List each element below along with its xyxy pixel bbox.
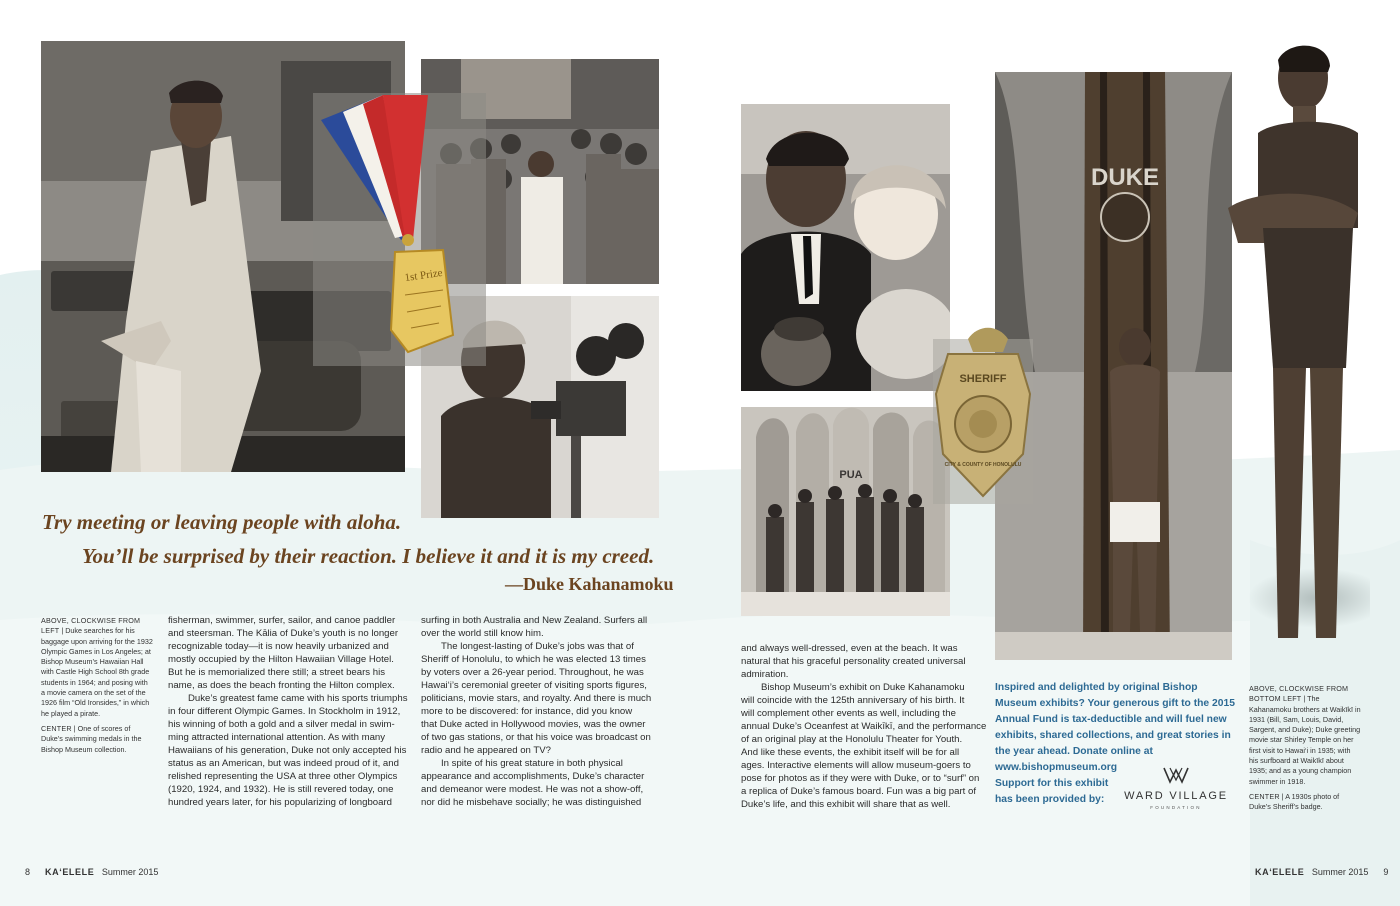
body-line: ming attracted international attention. As with many <box>168 732 386 743</box>
body-line: natural that his graceful personality created universal <box>741 656 966 667</box>
caption-text: | A 1930s photo of Duke’s Sheriff’s badge. <box>1249 791 1340 812</box>
caption-label: CENTER <box>1249 791 1280 801</box>
body-line: Duke’s greatest fame came with his sports triumphs <box>188 693 408 704</box>
body-line: But he is memorialized there still; a street bears his <box>168 667 386 678</box>
swimming-medal-image <box>313 90 513 370</box>
ward-village-logo <box>1124 766 1228 810</box>
right-photo-caption <box>1249 684 1361 818</box>
surfboard-duke-text: DUKE <box>1090 164 1160 191</box>
body-line: mostly occupied by the Hilton Hawaiian Village Hotel. <box>168 654 394 665</box>
board-pua-text: PUA <box>839 469 863 481</box>
badge-sheriff-text: SHERIFF <box>959 373 1007 385</box>
photo-kahanamoku-brothers <box>741 407 950 616</box>
body-line: name, as does the beach fronting the Hilton complex. <box>168 680 395 691</box>
caption-label: CENTER <box>41 723 72 733</box>
body-line: and steersman. The Kālia of Duke’s youth is no longer <box>168 628 399 639</box>
caption-text: | Duke searches for his baggage upon arriving for the 1932 Olympic Games in Los Angeles; at Bishop Museum’s Hawaiian Hall with Castle High School 8th grade students in 1964; and posing with a movie camera on the set of the 1926 film “Old Ironsides,” in which he played a pirate. <box>41 626 153 718</box>
body-line: in four different Olympic Games. In Stockholm in 1912, <box>168 706 401 717</box>
body-line: annual Duke’s Oceanfest at Waikīkī, and the performance <box>741 721 987 732</box>
body-line: radio and he appeared on TV? <box>421 745 551 756</box>
body-line: of an original play at the Honolulu Theater for Youth. <box>741 734 963 745</box>
sponsor-subtitle: FOUNDATION <box>1150 805 1202 810</box>
caption-label: ABOVE, CLOCKWISE FROM BOTTOM LEFT <box>1249 684 1349 704</box>
body-line: more to be discovered: for instance, did you know <box>421 706 633 717</box>
body-line: The longest-lasting of Duke’s jobs was that of <box>441 641 634 652</box>
body-line: his winning of both a gold and a silver medal in swim- <box>168 719 395 730</box>
body-line: Bishop Museum’s exhibit on Duke Kahanamoku <box>761 682 965 693</box>
body-line: ages. Interactive elements will allow museum-goers to <box>741 760 971 771</box>
ward-village-mark-icon <box>1163 766 1189 784</box>
body-line: (1920, 1924, and 1932). He is still revered today, one <box>168 784 394 795</box>
issue-name: Summer 2015 <box>1311 867 1369 877</box>
body-line: surfing in both Australia and New Zealand. Surfers all <box>421 615 648 626</box>
body-line: and demeanor were modest. He was not a show-off, <box>421 784 644 795</box>
body-line: Hawaiians of his generation, Duke not only accepted his <box>168 745 407 756</box>
page-number: 9 <box>1383 867 1389 877</box>
sheriff-badge-image <box>928 324 1038 509</box>
body-line: Hawai‘i’s ceremonial greeter of visiting sports figures, <box>421 680 647 691</box>
body-column-1 <box>168 614 408 809</box>
right-folio <box>1255 867 1388 877</box>
sponsor-credit-line: Support for this exhibit <box>995 778 1109 789</box>
quote-line-2: You’ll be surprised by their reaction. I believe it and it is my creed. <box>82 544 655 568</box>
body-column-2 <box>421 614 661 809</box>
body-line: Sheriff of Honolulu, to which he was elected 13 times <box>421 654 646 665</box>
body-column-3 <box>741 642 986 811</box>
magazine-name: KA‘ELELE <box>45 867 95 877</box>
donation-appeal: Inspired and delighted by original Bishop Museum exhibits? Your generous gift to the 2015 Annual Fund is tax-deductible and will fuel new exhibits, shared collections, and great stories in the year ahead. Donate online at www.bishopmuseum.org <box>995 682 1235 773</box>
body-line: And like these events, the exhibit itself will be for all <box>741 747 960 758</box>
caption-text: | The Kahanamoku brothers at Waikīkī in 1931 (Bill, Sam, Louis, David, Sargent, and Duke); Duke greeting movie star Shirley Temple on her first visit to Hawai‘i in 1935; with his surfboard at Waikīkī about 1935; and as a young champion swimmer in 1918. <box>1249 694 1361 786</box>
medal-engraving: 1st Prize <box>403 266 444 285</box>
body-line: will complement other events as well, including the <box>741 708 956 719</box>
body-line: admiration. <box>741 669 789 680</box>
body-line: recognizable today—it is now heavily urbanized and <box>168 641 389 652</box>
sponsor-credit <box>995 776 1108 808</box>
body-line: politicians, movie stars, and royalty. And there is much <box>421 693 652 704</box>
body-line: Duke’s life, and this exhibit will share that as well. <box>741 799 951 810</box>
body-line: In spite of his great stature in both physical <box>441 758 623 769</box>
caption-text: | One of scores of Duke’s swimming medals in the Bishop Museum collection. <box>41 723 142 754</box>
issue-name: Summer 2015 <box>101 867 159 877</box>
body-line: fisherman, swimmer, surfer, sailor, and canoe paddler <box>168 615 396 626</box>
quote-attribution: —Duke Kahanamoku <box>505 574 674 594</box>
body-line: relished representing the USA at three other Olympics <box>168 771 398 782</box>
body-line: and always well-dressed, even at the beach. It was <box>741 643 958 654</box>
body-line: of two gas stations, or that his voice was broadcast on <box>421 732 651 743</box>
body-line: appearance and accomplishments, Duke’s character <box>421 771 645 782</box>
photo-young-champion-1918 <box>1218 38 1370 648</box>
body-line: status as an American, but was indeed proud of it, and <box>168 758 399 769</box>
body-line: over the world still know him. <box>421 628 544 639</box>
body-line: nor did he misbehave socially; he was distinguished <box>421 797 642 808</box>
sponsor-name: WARD VILLAGE <box>1124 790 1228 802</box>
caption-label: ABOVE, CLOCKWISE FROM LEFT <box>41 616 141 636</box>
left-folio <box>25 867 158 877</box>
body-line: that Duke acted in Hollywood movies, was the owner <box>421 719 646 730</box>
sponsor-credit-line: has been provided by: <box>995 794 1105 805</box>
badge-ring-text: CITY & COUNTY OF HONOLULU <box>944 462 1022 468</box>
magazine-name: KA‘ELELE <box>1255 867 1305 877</box>
body-line: a replica of Duke’s famous board. Fun was a big part of <box>741 786 976 797</box>
body-line: hundred years later, for his popularizing of longboard <box>168 797 392 808</box>
left-photo-caption <box>41 616 153 760</box>
body-line: by voters over a 26-year period. Throughout, he was <box>421 667 644 678</box>
page-number: 8 <box>25 867 31 877</box>
body-line: will coincide with the 125th anniversary of his birth. It <box>741 695 965 706</box>
quote-line-1: Try meeting or leaving people with aloha. <box>42 510 402 534</box>
body-line: pose for photos as if they were with Duke, or to “surf” on <box>741 773 980 784</box>
photo-shirley-temple <box>741 104 950 391</box>
